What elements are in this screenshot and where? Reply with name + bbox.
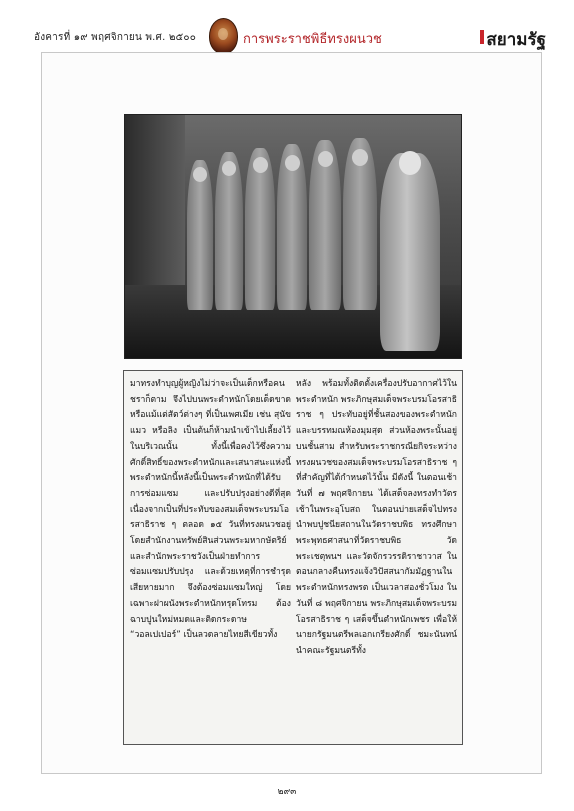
monk-figure bbox=[187, 160, 213, 310]
page-number: ๒๙๓ bbox=[277, 787, 297, 797]
monk-head bbox=[352, 149, 368, 166]
article-text-right: หลัง พร้อมทั้งติดตั้งเครื่องปรับอากาศไว้ในพระตำหนัก พระภิกษุสมเด็จพระบรมโอรสาธิราช ๆ ประทับอยู่ที่ชั้นสองของพระตำหนักและบรรทมณห้องมุมสุด ส่วนห้องพระนั้นอยู่บนชั้นสาม สำหรับพระราชกรณียกิจระหว่างทรงผนวชของสมเด็จพระบรมโอรสาธิราช ๆ ที่สำคัญที่ได้กำหนดไว้นั้น มีดังนี้ ในตอนเช้าวันที่ ๗ พฤศจิกายน ได้เสด็จลงทรงทำวัตรเช้าในพระอุโบสถ ในตอนบ่ายเสด็จไปทรงนำพบปูชนียสถานในวัดราชบพิธ ทรงศึกษาพระพุทธศาสนาที่วัดราชบพิธ วัดพระเชตุพนฯ และวัดจักรวรรดิราชาวาส ในตอนกลางคืนทรงแจ้งวิปัสสนากัมมัฏฐานในพระตำหนักทรงพรต เป็นเวลาสองชั่วโมง ในวันที่ ๘ พฤศจิกายน พระภิกษุสมเด็จพระบรมโอรสาธิราช ๆ เสด็จขึ้นตำหนักเพชร เพื่อให้นายกรัฐมนตรีพลเอกเกรียงศักดิ์ ชมะนันทน์ นำคณะรัฐมนตรีทั้ง bbox=[296, 379, 458, 656]
article-text-left: มาทรงทำบุญผู้หญิงไม่ว่าจะเป็นเด็กหรือคนชราก็ตาม จึงไปบนพระตำหนักโดยเด็ดขาดหรือแม้แต่สัตว์ต่างๆ ที่เป็นเพศเมีย เช่น สุนัข แมว หรือลิง เป็นต้นก็ห้ามนำเข้าไปเลี้ยงไว้ในบริเวณนั้น ทั้งนี้เพื่อคงไว้ซึ่งความศักดิ์สิทธิ์ของพระตำหนักและเสนาสนะแห่งนี้ พระตำหนักนี้หลังนี้เป็นพระตำหนักที่ได้รับการซ่อมแซม และปรับปรุงอย่างดีที่สุด เนื่องจากเป็นที่ประทับของสมเด็จพระบรมโอรสาธิราช ๆ ตลอด ๑๕ วันที่ทรงผนวชอยู่ โดยสำนักงานทรัพย์สินส่วนพระมหากษัตริย์ และสำนักพระราชวังเป็นฝ่ายทำการซ่อมแซมปรับปรุง และด้วยเหตุที่การชำรุดเสียหายมาก จึงต้องซ่อมแซมใหญ่ โดยเฉพาะฝาผนังพระตำหนักทรุดโทรม ต้องฉาบปูนใหม่หมดและติดกระดาษ “วอลเปเปอร์” เป็นลวดลายไทยสีเขียวทั้ง bbox=[130, 379, 291, 641]
monk-head bbox=[222, 161, 236, 176]
monk-head bbox=[253, 157, 268, 173]
monk-head bbox=[318, 151, 333, 167]
monks-photo bbox=[124, 114, 462, 359]
royal-emblem-icon bbox=[209, 18, 238, 54]
page-header bbox=[0, 0, 574, 52]
monk-head bbox=[193, 167, 207, 182]
article-column-left bbox=[130, 377, 291, 644]
lead-monk-head bbox=[399, 151, 421, 175]
issue-date: อังคารที่ ๑๙ พฤศจิกายน พ.ศ. ๒๕๐๐ bbox=[34, 32, 197, 43]
section-title: การพระราชพิธีทรงผนวช bbox=[243, 32, 382, 47]
article-column-right bbox=[296, 377, 457, 660]
newspaper-logo: สยามรัฐ bbox=[486, 26, 546, 53]
monk-head bbox=[285, 155, 300, 171]
lead-monk-figure bbox=[380, 153, 440, 351]
article-body bbox=[123, 370, 463, 745]
